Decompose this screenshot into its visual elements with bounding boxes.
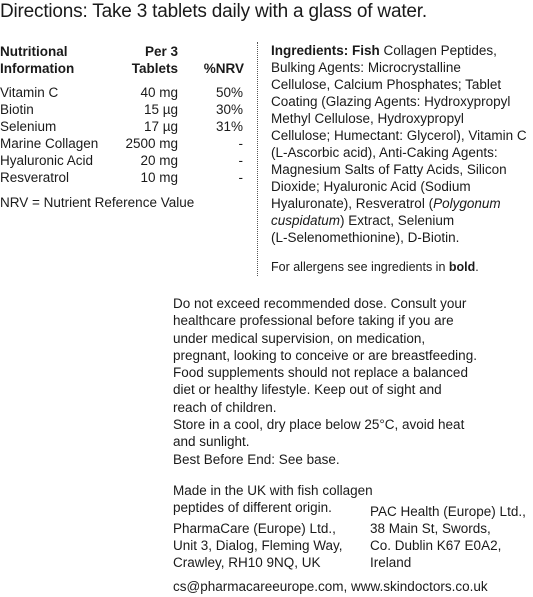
contact-email: cs@pharmacareeurope.com, xyxy=(173,579,348,594)
nutrient-name: Hyaluronic Acid xyxy=(0,153,94,168)
nutrient-amount: 20 mg xyxy=(140,153,178,168)
warning-line: diet or healthy lifestyle. Keep out of sight and xyxy=(173,382,442,398)
storage-line: and sunlight. xyxy=(173,434,250,450)
ingredients-line: Cellulose, Calcium Phosphates; Tablet xyxy=(271,77,502,92)
nutrient-name: Biotin xyxy=(0,102,34,117)
table-row xyxy=(0,135,250,152)
best-before-line: Best Before End: See base. xyxy=(173,451,340,467)
table-row xyxy=(0,118,250,135)
ingredients-block xyxy=(271,42,533,246)
header-nrv: %NRV xyxy=(203,61,244,76)
allergen-note-suffix: . xyxy=(475,260,479,274)
pharmacare-address xyxy=(173,520,343,571)
warning-line: Do not exceed recommended dose. Consult your xyxy=(173,296,467,311)
header-per3-line1: Per 3 xyxy=(144,44,178,59)
made-in-uk xyxy=(173,482,373,516)
table-row xyxy=(0,101,250,118)
polygonum-italic: Polygonum xyxy=(433,196,501,211)
address-line: Crawley, RH10 9NQ, UK xyxy=(173,555,321,570)
ingredients-line: (L-Ascorbic acid), Anti-Caking Agents: xyxy=(271,145,498,160)
ingredients-line: Dioxide; Hyaluronic Acid (Sodium xyxy=(271,179,471,194)
warning-line: under medical supervision, on medication, xyxy=(173,330,426,346)
warning-line: pregnant, looking to conceive or are breastfeeding. xyxy=(173,347,477,363)
nutrient-name: Vitamin C xyxy=(0,85,59,100)
ingredients-line xyxy=(271,42,533,59)
table-row xyxy=(0,169,250,186)
header-nutritional-line2: Information xyxy=(0,61,75,76)
nutrient-amount: 40 mg xyxy=(140,85,178,100)
nutrient-nrv: - xyxy=(238,153,243,168)
address-line: Co. Dublin K67 E0A2, xyxy=(370,538,502,553)
cuspidatum-italic: cuspidatum xyxy=(271,213,341,228)
nutrient-nrv: 31% xyxy=(215,119,243,134)
address-line: Unit 3, Dialog, Fleming Way, xyxy=(173,538,343,553)
allergen-note xyxy=(271,259,479,275)
nutrition-table xyxy=(0,43,250,186)
made-in-line: Made in the UK with fish collagen xyxy=(173,483,373,498)
ingredients-line: Bulking Agents: Microcrystalline xyxy=(271,60,461,75)
address-line: Ireland xyxy=(370,555,412,570)
nutrient-name: Resveratrol xyxy=(0,170,70,185)
ingredients-line xyxy=(271,212,533,229)
contact-line xyxy=(173,578,488,595)
ingredients-text: ) Extract, Selenium xyxy=(340,213,455,228)
nutrient-name: Selenium xyxy=(0,119,57,134)
nrv-note: NRV = Nutrient Reference Value xyxy=(0,195,195,210)
ingredients-line: (L-Selenomethionine), D-Biotin. xyxy=(271,230,460,245)
warnings-block xyxy=(173,295,533,468)
column-divider xyxy=(257,42,258,276)
address-line: PharmaCare (Europe) Ltd., xyxy=(173,521,336,536)
allergen-note-text: For allergens see ingredients in xyxy=(271,260,449,274)
warning-line: reach of children. xyxy=(173,399,277,415)
header-per3-line2: Tablets xyxy=(131,61,178,76)
ingredients-line: Methyl Cellulose, Hydroxypropyl xyxy=(271,111,464,126)
nutrient-nrv: 30% xyxy=(215,102,243,117)
nutrient-name: Marine Collagen xyxy=(0,136,99,151)
table-row xyxy=(0,84,250,101)
ingredients-line xyxy=(271,195,533,212)
ingredients-text: Collagen Peptides, xyxy=(379,43,497,58)
directions-text: Directions: Take 3 tablets daily with a glass of water. xyxy=(0,1,427,22)
ingredients-line: Magnesium Salts of Fatty Acids, Silicon xyxy=(271,162,507,177)
nutrient-amount: 10 mg xyxy=(140,170,178,185)
address-line: PAC Health (Europe) Ltd., xyxy=(370,504,526,519)
ingredients-label: Ingredients: xyxy=(271,43,349,58)
nutrient-amount: 17 µg xyxy=(143,119,178,134)
address-line: 38 Main St, Swords, xyxy=(370,521,491,536)
ingredients-line: Cellulose; Humectant: Glycerol), Vitamin C xyxy=(271,128,527,143)
table-row xyxy=(0,152,250,169)
contact-website: www.skindoctors.co.uk xyxy=(351,579,488,594)
nutrient-amount: 15 µg xyxy=(143,102,178,117)
nutrient-nrv: 50% xyxy=(215,85,243,100)
made-in-line: peptides of different origin. xyxy=(173,500,332,515)
allergen-note-bold: bold xyxy=(448,260,476,274)
ingredients-line: Coating (Glazing Agents: Hydroxypropyl xyxy=(271,94,511,109)
warning-line: healthcare professional before taking if you are xyxy=(173,313,454,329)
header-nutritional-line1: Nutritional xyxy=(0,44,68,59)
pac-health-address xyxy=(370,503,526,571)
warning-line: Food supplements should not replace a balanced xyxy=(173,365,468,381)
nutrition-rows xyxy=(0,84,250,186)
ingredients-text: Hyaluronate), Resveratrol ( xyxy=(271,196,434,211)
nutrient-nrv: - xyxy=(238,136,243,151)
nutrient-amount: 2500 mg xyxy=(125,136,178,151)
nutrient-nrv: - xyxy=(238,170,243,185)
storage-line: Store in a cool, dry place below 25°C, avoid heat xyxy=(173,417,465,433)
header-per-3-tablets xyxy=(118,43,178,77)
nutrition-table-header xyxy=(0,43,250,77)
allergen-fish: Fish xyxy=(352,43,380,58)
header-nutritional-information xyxy=(0,43,110,77)
